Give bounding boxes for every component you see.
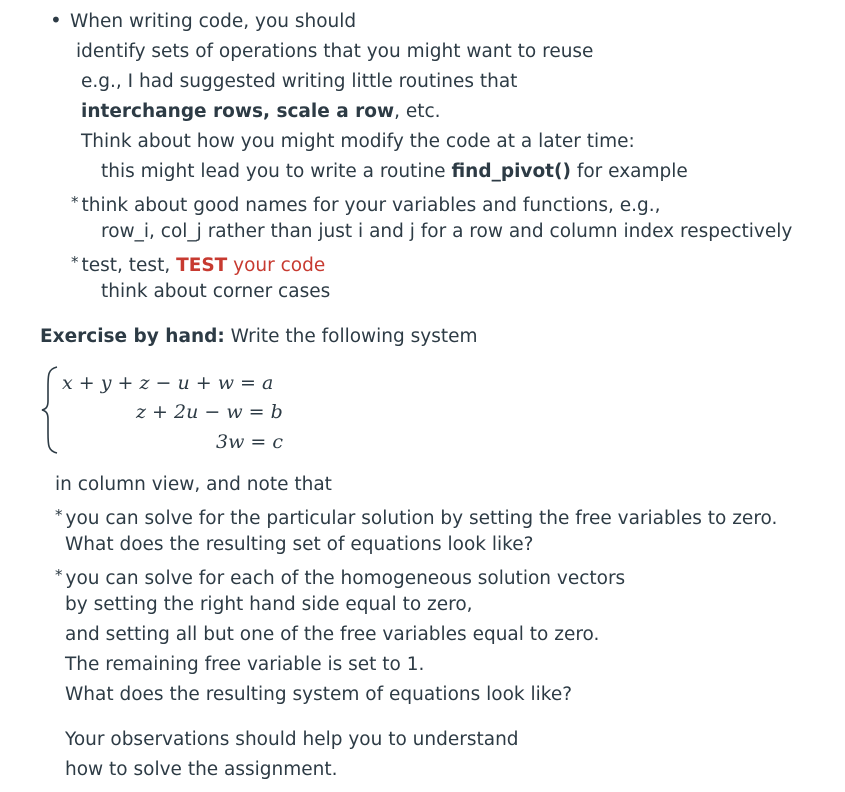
after-line-2: * you can solve for the particular solution by setting the free variables to zero. [55,506,778,529]
note-line-3: e.g., I had suggested writing little routines that [81,71,518,92]
after-line-4: * you can solve for each of the homogeneous solution vectors [55,566,626,589]
note-line-2: identify sets of operations that you might want to reuse [76,41,594,62]
after-line-3: What does the resulting set of equations look like? [65,534,534,555]
asterisk-marker: * [71,253,79,271]
bullet-icon: • [50,8,62,32]
bold-routines: interchange rows, scale a row [81,101,395,122]
note-line-4: interchange rows, scale a row, etc. [81,101,441,122]
note-line-5: Think about how you might modify the code at a later time: [81,131,635,152]
equation-3: 3w = c [216,431,283,453]
left-brace-icon [40,365,60,455]
note-line-1: When writing code, you should [70,11,357,32]
note-line-6: this might lead you to write a routine find_pivot() for example [101,161,688,182]
after-line-6: and setting all but one of the free variables equal to zero. [65,624,600,645]
asterisk-marker: * [55,566,63,584]
after-line-7: The remaining free variable is set to 1. [65,654,425,675]
test-emphasis: TEST [176,255,228,276]
after-line-1: in column view, and note that [55,474,332,495]
after-line-8: What does the resulting system of equations look like? [65,684,573,705]
note-line-8: row_i, col_j rather than just i and j for a row and column index respectively [101,221,793,242]
closing-line-2: how to solve the assignment. [65,759,338,780]
asterisk-marker: * [55,506,63,524]
exercise-heading: Exercise by hand: Write the following system [40,326,478,347]
note-line-10: think about corner cases [101,281,331,302]
after-line-5: by setting the right hand side equal to zero, [65,594,473,615]
equation-1: x + y + z − u + w = a [62,372,274,394]
closing-line-1: Your observations should help you to understand [65,729,519,750]
exercise-label: Exercise by hand: [40,326,225,347]
note-line-9: * test, test, TEST your code [71,253,326,276]
find-pivot-code: find_pivot() [451,161,571,182]
asterisk-marker: * [71,193,79,211]
equation-2: z + 2u − w = b [136,401,283,423]
note-line-7: * think about good names for your variables and functions, e.g., [71,193,661,216]
